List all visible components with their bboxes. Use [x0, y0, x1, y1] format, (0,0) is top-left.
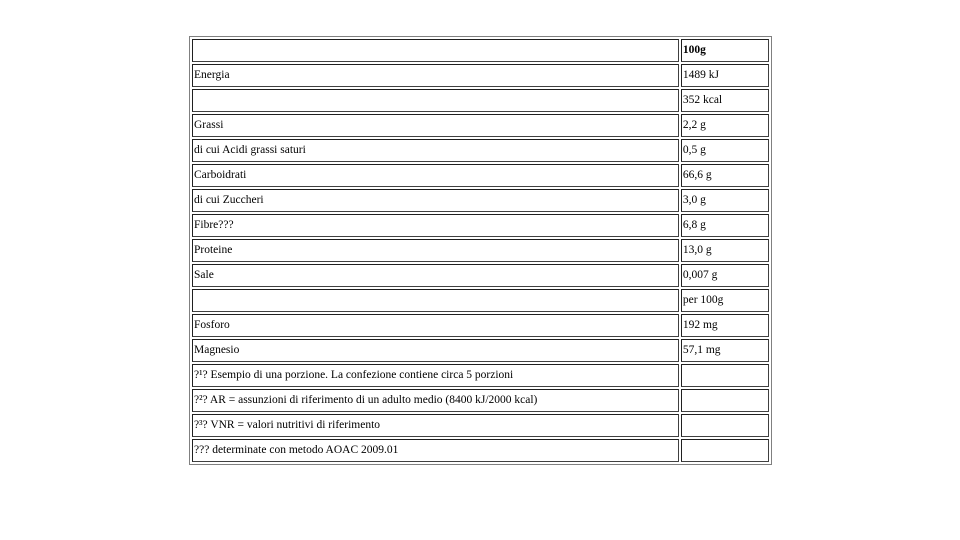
row-value-cell: 66,6 g — [681, 164, 769, 187]
row-label-cell — [192, 89, 679, 112]
table-row — [192, 264, 769, 287]
table-row — [192, 364, 769, 387]
row-label-cell: Fibre??? — [192, 214, 679, 237]
row-value-cell — [681, 389, 769, 412]
table-row — [192, 289, 769, 312]
row-value-cell — [681, 414, 769, 437]
table-row — [192, 114, 769, 137]
header-value-cell: 100g — [681, 39, 769, 62]
header-label-cell — [192, 39, 679, 62]
row-value-cell: 6,8 g — [681, 214, 769, 237]
row-label-cell: di cui Zuccheri — [192, 189, 679, 212]
table-row — [192, 64, 769, 87]
table-row — [192, 314, 769, 337]
row-value-cell: 13,0 g — [681, 239, 769, 262]
row-label-cell: Fosforo — [192, 314, 679, 337]
row-label-cell: Magnesio — [192, 339, 679, 362]
table-row — [192, 164, 769, 187]
row-label-cell: Energia — [192, 64, 679, 87]
table-row — [192, 439, 769, 462]
table-row — [192, 239, 769, 262]
row-value-cell: 0,5 g — [681, 139, 769, 162]
table-row — [192, 139, 769, 162]
table-row — [192, 339, 769, 362]
row-value-cell — [681, 364, 769, 387]
row-label-cell: ?³? VNR = valori nutritivi di riferimento — [192, 414, 679, 437]
table-row — [192, 389, 769, 412]
row-label-cell: di cui Acidi grassi saturi — [192, 139, 679, 162]
row-label-cell: ?²? AR = assunzioni di riferimento di un adulto medio (8400 kJ/2000 kcal) — [192, 389, 679, 412]
row-value-cell: 192 mg — [681, 314, 769, 337]
table-header-row — [192, 39, 769, 62]
row-label-cell — [192, 289, 679, 312]
row-label-cell: Carboidrati — [192, 164, 679, 187]
row-label-cell: Sale — [192, 264, 679, 287]
row-value-cell: 352 kcal — [681, 89, 769, 112]
row-value-cell: 1489 kJ — [681, 64, 769, 87]
row-label-cell: Proteine — [192, 239, 679, 262]
row-value-cell: 3,0 g — [681, 189, 769, 212]
table-row — [192, 189, 769, 212]
row-value-cell: 57,1 mg — [681, 339, 769, 362]
nutrition-table — [189, 36, 772, 465]
row-value-cell: 0,007 g — [681, 264, 769, 287]
row-value-cell: per 100g — [681, 289, 769, 312]
table-row — [192, 214, 769, 237]
row-label-cell: ??? determinate con metodo AOAC 2009.01 — [192, 439, 679, 462]
row-label-cell: Grassi — [192, 114, 679, 137]
row-value-cell: 2,2 g — [681, 114, 769, 137]
row-value-cell — [681, 439, 769, 462]
nutrition-table-body — [192, 39, 769, 462]
table-row — [192, 89, 769, 112]
row-label-cell: ?¹? Esempio di una porzione. La confezione contiene circa 5 porzioni — [192, 364, 679, 387]
table-row — [192, 414, 769, 437]
